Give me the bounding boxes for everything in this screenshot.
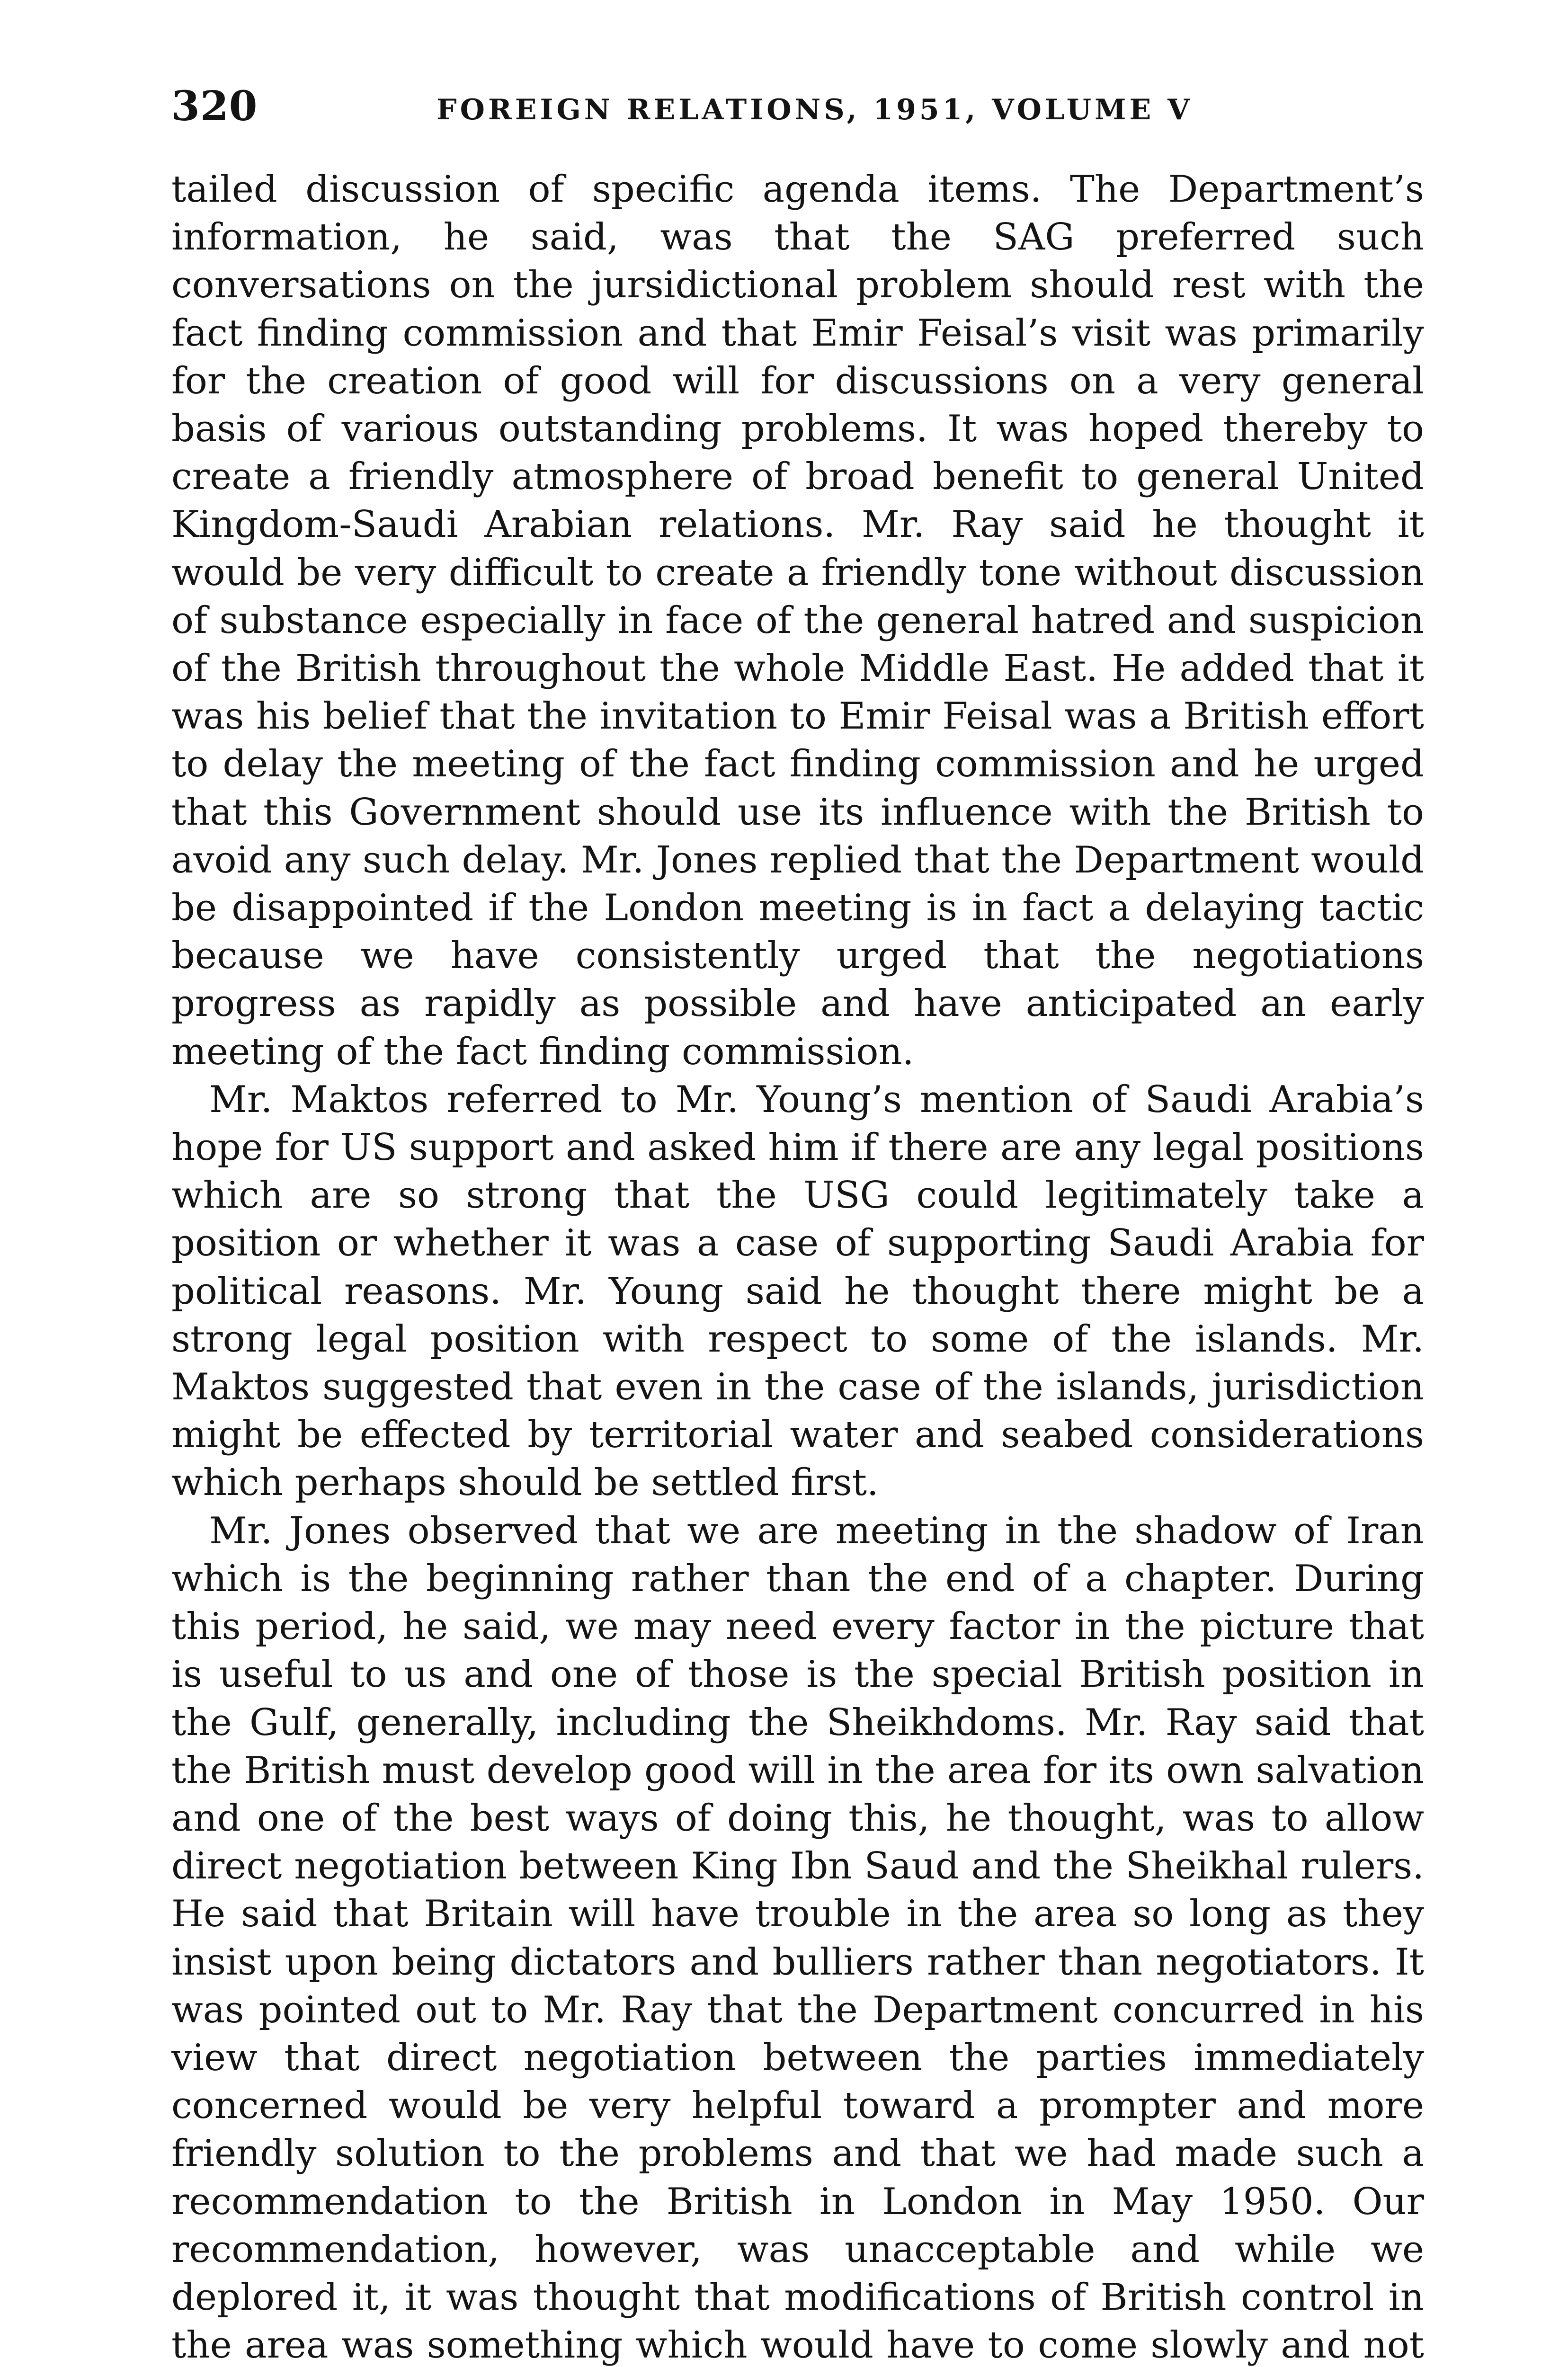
page-header: [171, 80, 1421, 133]
paragraph-maktos: Mr. Maktos referred to Mr. Young’s mention of Saudi Arabia’s hope for US support and asked him if there are any legal positions which are so strong that the USG could legitimately take a position or whether it was a case of supporting Saudi Arabia for political reasons. Mr. Young said he thought there might be a strong legal position with respect to some of the islands. Mr. Maktos suggested that even in the case of the islands, jurisdiction might be effected by territorial water and seabed considerations which perhaps should be settled first.: [171, 1078, 1424, 1504]
paragraph-jones: Mr. Jones observed that we are meeting in the shadow of Iran which is the beginning rather than the end of a chapter. During this period, he said, we may need every factor in the picture that is useful to us and one of those is the special British position in the Gulf, generally, including the Sheikhdoms. Mr. Ray said that the British must develop good will in the area for its own salvation and one of the best ways of doing this, he thought, was to allow direct negotiation between King Ibn Saud and the Sheikhal rulers. He said that Britain will have trouble in the area so long as they insist upon being dictators and bulliers rather than negotiators. It was pointed out to Mr. Ray that the Department concurred in his view that direct negotiation between the parties immediately concerned would be very helpful toward a prompter and more friendly solution to the problems and that we had made such a recommendation to the British in London in May 1950. Our recommendation, however, was unacceptable and while we deplored it, it was thought that modifications of British control in the area was something which would have to come slowly and not: [171, 1509, 1424, 2367]
body-text: [171, 166, 1424, 2367]
running-head: FOREIGN RELATIONS, 1951, VOLUME V: [437, 93, 1193, 126]
paragraph-continued: tailed discussion of specific agenda items. The Department’s information, he said, was that the SAG preferred such conversations on the jursidictional problem should rest with the fact finding commission and that Emir Feisal’s visit was primarily for the creation of good will for discussions on a very general basis of various outstanding problems. It was hoped thereby to create a friendly atmosphere of broad benefit to general United Kingdom-Saudi Arabian relations. Mr. Ray said he thought it would be very difficult to create a friendly tone without discussion of substance especially in face of the general hatred and suspicion of the British throughout the whole Middle East. He added that it was his belief that the invitation to Emir Feisal was a British effort to delay the meeting of the fact finding commission and he urged that this Government should use its influence with the British to avoid any such delay. Mr. Jones replied that the Department would be disappointed if the London meeting is in fact a delaying tactic because we have consistently urged that the negotiations progress as rapidly as possible and have anticipated an early meeting of the fact finding commission.: [171, 168, 1424, 1073]
page-number: 320: [171, 82, 258, 130]
